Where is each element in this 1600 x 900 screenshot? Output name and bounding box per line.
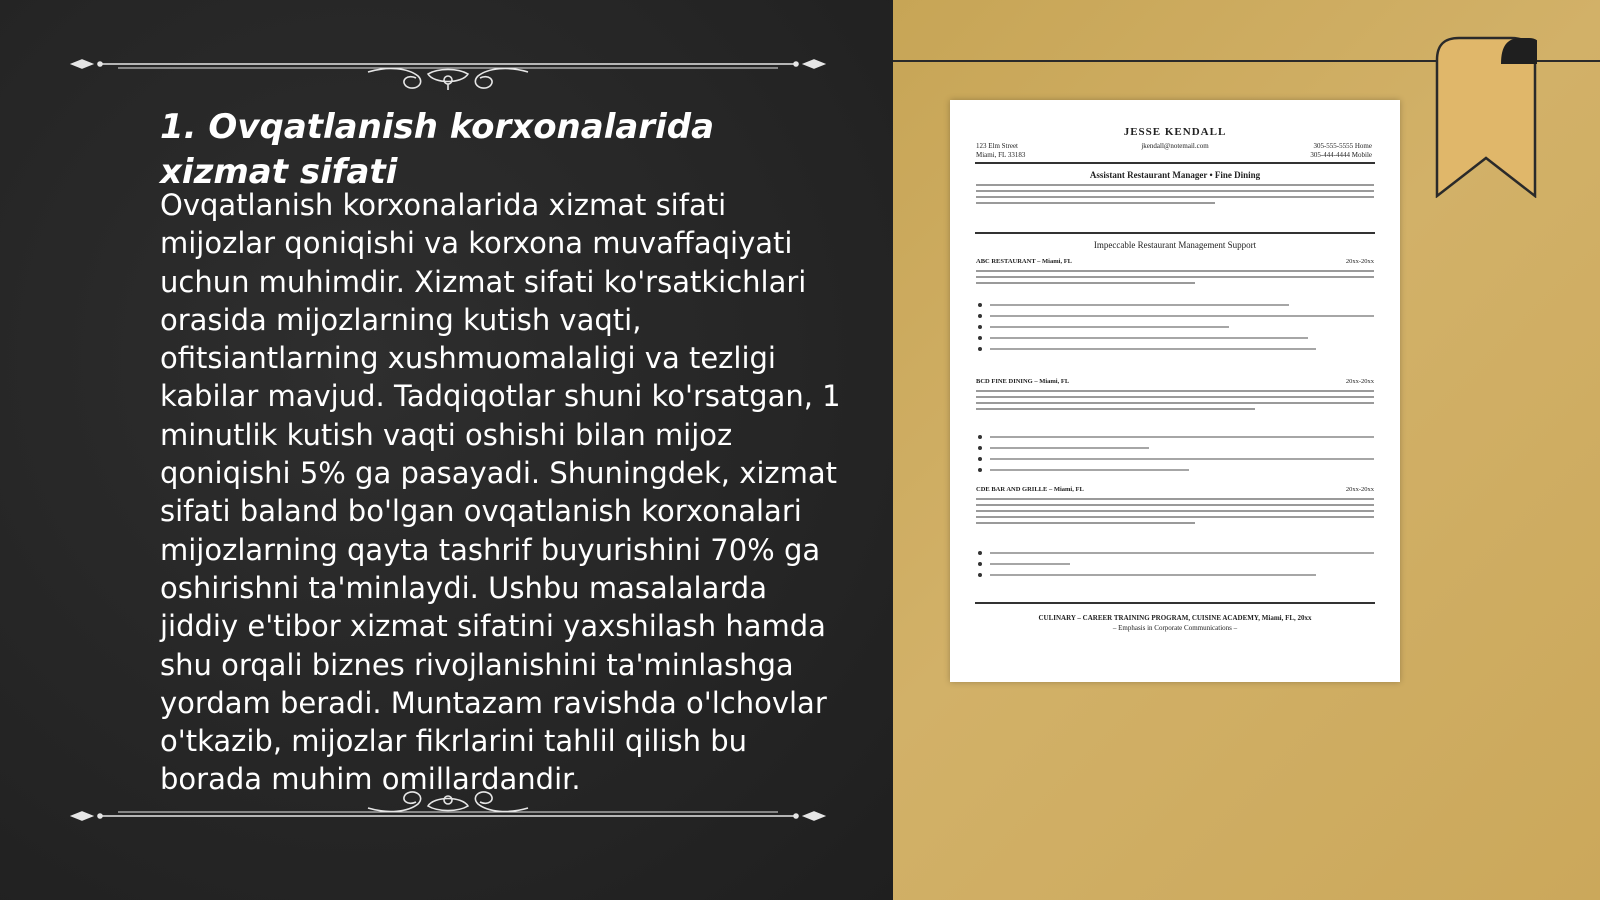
resume-section-title: Impeccable Restaurant Management Support (1093, 240, 1257, 250)
resume-phone-line: 305-444-4444 Mobile (1310, 151, 1372, 159)
resume-bullets (976, 552, 1374, 585)
resume-job-dates: 20xx-20xx (1345, 258, 1374, 265)
resume-education-note: – Emphasis in Corporate Communications – (1112, 624, 1238, 632)
resume-bullets (976, 436, 1374, 480)
resume-objective: Assistant Restaurant Manager • Fine Dining (1089, 170, 1261, 180)
resume-job-title: BCD FINE DINING – Miami, FL (976, 378, 1070, 385)
slide-title: 1. Ovqatlanish korxonalarida xizmat sifati (160, 107, 715, 192)
resume-job-title: ABC RESTAURANT – Miami, FL (976, 258, 1073, 265)
resume-summary-lines (976, 184, 1374, 208)
resume-job-lines (976, 498, 1374, 528)
resume-phone (1310, 142, 1372, 160)
resume-job-heading (976, 258, 1374, 265)
resume-phone-line: 305-555-5555 Home (1313, 142, 1372, 150)
resume-name: JESSE KENDALL (1123, 126, 1227, 138)
resume-rule (975, 162, 1375, 164)
resume-education: CULINARY – CAREER TRAINING PROGRAM, CUISINE ACADEMY, Miami, FL, 20xx (1038, 614, 1312, 622)
resume-job-heading (976, 378, 1374, 385)
resume-rule (975, 602, 1375, 604)
resume-job-lines (976, 270, 1374, 288)
resume-job-dates: 20xx-20xx (1345, 378, 1374, 385)
resume-rule (975, 232, 1375, 234)
resume-email: jkendall@notemail.com (1141, 142, 1209, 150)
resume-image (950, 100, 1400, 682)
resume-job-heading (976, 486, 1374, 493)
resume-job-lines (976, 390, 1374, 414)
resume-job-dates: 20xx-20xx (1345, 486, 1374, 493)
bookmark-ribbon-icon (1435, 36, 1537, 198)
slide-body-text: Ovqatlanish korxonalarida xizmat sifati mijozlar qoniqishi va korxona muvaffaqiyati uchun muhimdir. Xizmat sifati ko'rsatkichlari orasida mijozlarning kutish vaqti, ofitsiantlarning xushmuomalaligi va tezligi kabilar mavjud. Tadqiqotlar shuni ko'rsatgan, 1 minutlik kutish vaqti oshishi bilan mijoz qoniqishi 5% ga pasayadi. Shuningdek, xizmat sifati baland bo'lgan ovqatlanish korxonalari mijozlarning qayta tashrif buyurishini 70% ga oshirishni ta'minlaydi. Ushbu masalalarda jiddiy e'tibor xizmat sifatini yaxshilash hamda shu orqali biznes rivojlanishini ta'minlashga yordam beradi. Muntazam ravishda o'lchovlar o'tkazib, mijozlar fikrlarini tahlil qilish bu borada muhim omillardandir. (160, 188, 841, 797)
resume-address-line: 123 Elm Street (976, 142, 1018, 150)
resume-job-title: CDE BAR AND GRILLE – Miami, FL (976, 486, 1084, 493)
scroll-divider-icon (68, 50, 828, 90)
resume-bullets (976, 304, 1374, 359)
resume-address-line: Miami, FL 33183 (976, 151, 1026, 159)
